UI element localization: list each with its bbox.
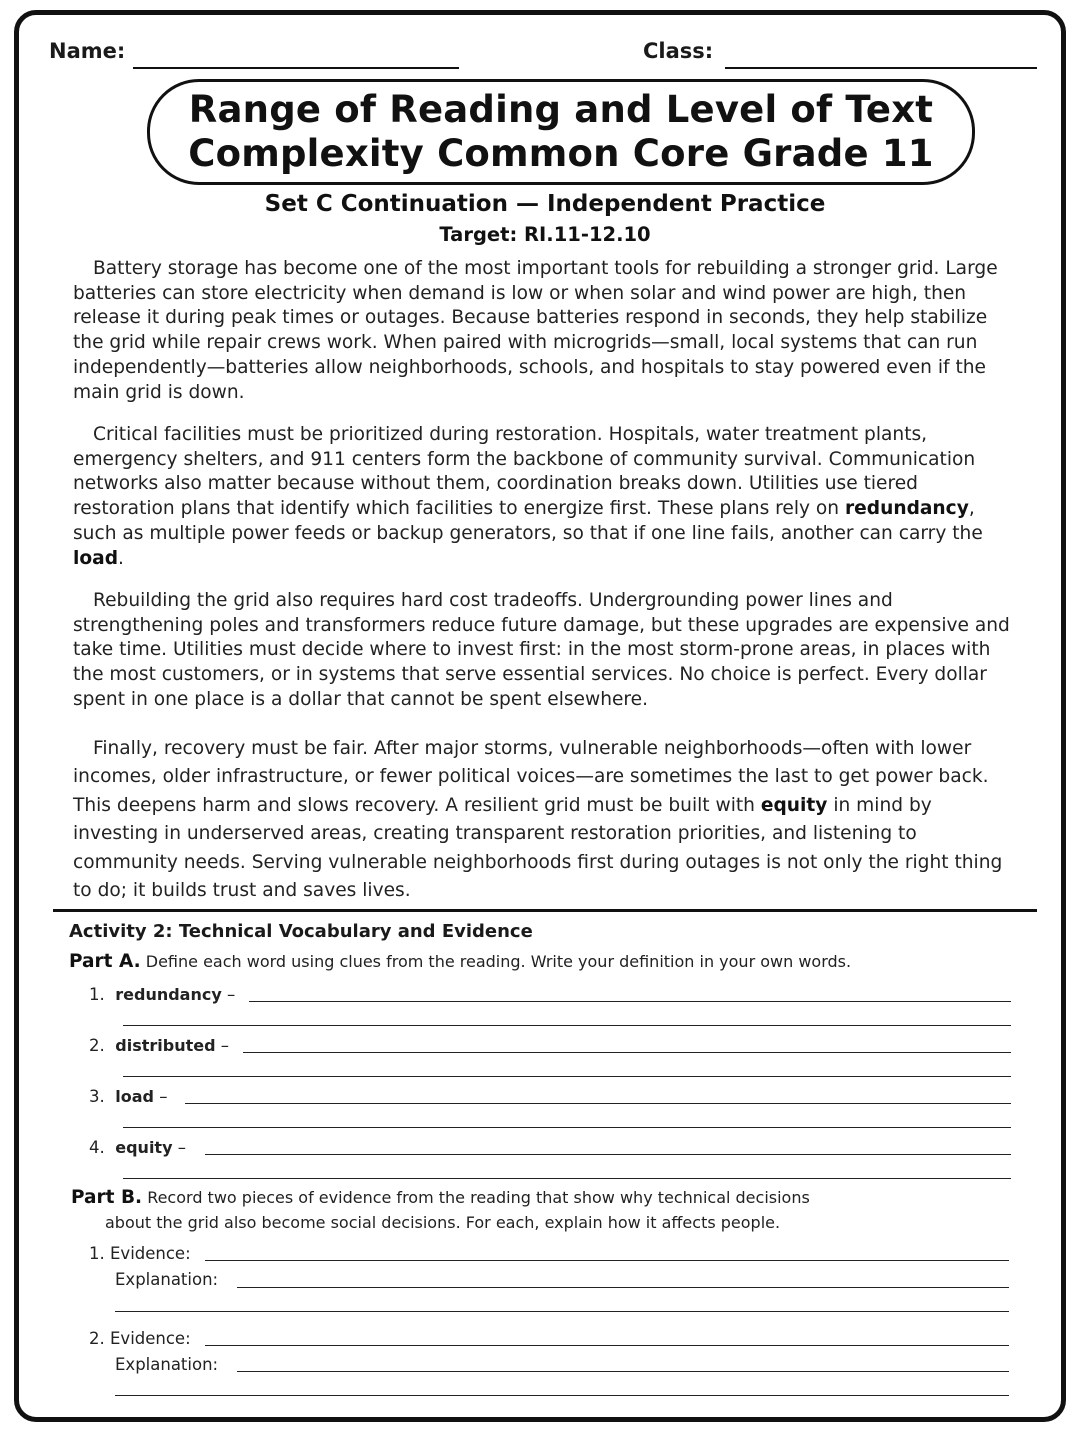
explanation-2-line-2[interactable] — [115, 1395, 1009, 1396]
part-b-instructions-2: about the grid also become social decisions. For each, explain how it affects people. — [105, 1213, 781, 1232]
vocab-1-answer-line-2[interactable] — [123, 1025, 1011, 1026]
term-load: load — [73, 547, 119, 569]
vocab-2-answer-line-2[interactable] — [123, 1076, 1011, 1077]
paragraph-1: Battery storage has become one of the most important tools for rebuilding a stronger grid. Large batteries can store electricity when demand is low or when solar and wind power are high, then release it during peak times or outages. Because batteries respond in seconds, they help stabilize the grid while repair crews work. When paired with microgrids—small, local systems that can run independently—batteries allow neighborhoods, schools, and hospitals to stay powered even if the main grid is down. — [73, 258, 998, 403]
part-b-instructions: Part B. Record two pieces of evidence from the reading that show why technical decisions — [71, 1187, 810, 1208]
paragraph-4: Finally, recovery must be fair. After major storms, vulnerable neighborhoods—often with lower incomes, older infrastructure, or fewer political voices—are sometimes the last to get power back. This deepens harm and slows recovery. A resilient grid must be built with equity in mind by investing in underserved areas, creating transparent restoration priorities, and listening to community needs. Serving vulnerable neighborhoods first during outages is not only the right thing to do; it builds trust and saves lives. — [73, 738, 1003, 902]
explanation-1-line[interactable] — [237, 1287, 1009, 1288]
explanation-label-1: Explanation: — [115, 1270, 219, 1289]
paragraph-3: Rebuilding the grid also requires hard cost tradeoffs. Undergrounding power lines and strengthening poles and transformers reduce future damage, but these upgrades are expensive and take time. Utilities must decide where to invest first: in the most storm-prone areas, in places with the most customers, or in systems that serve essential services. No choice is perfect. Every dollar spent in one place is a dollar that cannot be spent elsewhere. — [73, 590, 1010, 710]
evidence-item-2: 2. Evidence: — [89, 1329, 191, 1348]
part-a-instructions: Part A. Define each word using clues from the reading. Write your definition in your own words. — [69, 951, 852, 972]
vocab-item-1: 1. redundancy – — [89, 985, 236, 1004]
vocab-item-3: 3. load – — [89, 1087, 168, 1106]
vocab-4-answer-line-2[interactable] — [123, 1178, 1011, 1179]
vocab-3-answer-line[interactable] — [185, 1103, 1011, 1104]
vocab-1-answer-line[interactable] — [249, 1001, 1011, 1002]
page-title — [188, 88, 933, 176]
explanation-label-2: Explanation: — [115, 1355, 219, 1374]
explanation-1-line-2[interactable] — [115, 1311, 1009, 1312]
worksheet-page — [14, 10, 1066, 1422]
subtitle: Set C Continuation — Independent Practice — [264, 191, 826, 217]
vocab-3-answer-line-2[interactable] — [123, 1127, 1011, 1128]
section-divider — [53, 909, 1037, 912]
paragraph-2: Critical facilities must be prioritized during restoration. Hospitals, water treatment plants, emergency shelters, and 911 centers form the backbone of community survival. Communication networks also matter because without them, coordination breaks down. Utilities use tiered restoration plans that identify which facilities to energize first. These plans rely on redundancy, such as multiple power feeds or backup generators, so that if one line fails, another can carry the load. — [73, 424, 983, 569]
class-label: Class: — [643, 39, 714, 63]
evidence-item-1: 1. Evidence: — [89, 1244, 191, 1263]
title-banner — [147, 79, 975, 185]
name-label: Name: — [49, 39, 126, 63]
part-a-label: Part A. — [69, 951, 141, 972]
vocab-item-4: 4. equity – — [89, 1138, 187, 1157]
title-line-2: Complexity Common Core Grade 11 — [188, 132, 934, 175]
part-b-label: Part B. — [71, 1187, 143, 1208]
explanation-2-line[interactable] — [237, 1371, 1009, 1372]
target-standard: Target: RI.11-12.10 — [439, 223, 651, 246]
class-input-line[interactable] — [725, 67, 1037, 69]
activity-title: Activity 2: Technical Vocabulary and Evidence — [69, 921, 533, 942]
evidence-2-line[interactable] — [205, 1345, 1009, 1346]
title-line-1: Range of Reading and Level of Text — [188, 88, 934, 131]
vocab-4-answer-line[interactable] — [205, 1154, 1011, 1155]
vocab-item-2: 2. distributed – — [89, 1036, 230, 1055]
vocab-2-answer-line[interactable] — [243, 1052, 1011, 1053]
name-input-line[interactable] — [133, 67, 459, 69]
evidence-1-line[interactable] — [205, 1260, 1009, 1261]
term-redundancy: redundancy — [845, 498, 969, 520]
term-equity: equity — [760, 794, 828, 816]
